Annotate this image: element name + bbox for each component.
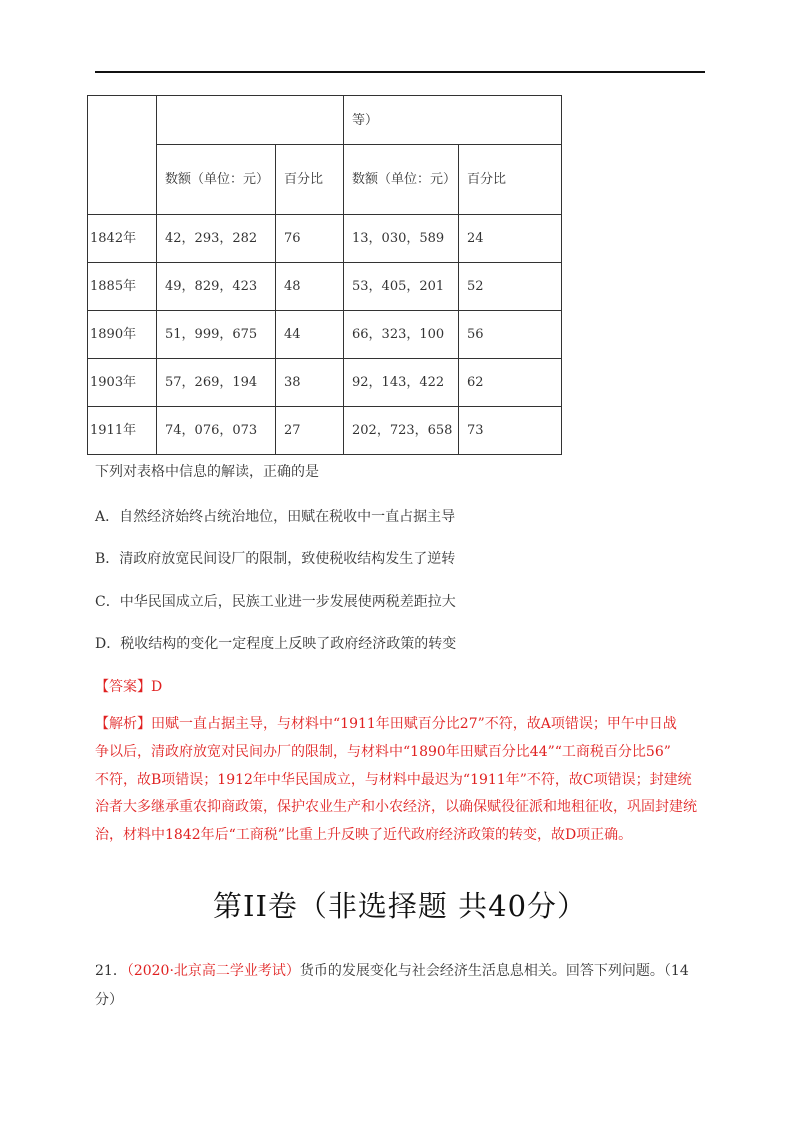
analysis-line: 【解析】田赋一直占据主导，与材料中“1911年田赋百分比27”不符，故A项错误；甲午中日战	[95, 716, 677, 732]
col-header-percent: 百分比	[276, 145, 344, 215]
analysis-line: 治者大多继承重农抑商政策，保护农业生产和小农经济，以确保赋役征派和地租征收，巩固封建统	[95, 799, 697, 816]
row-year: 1885年	[88, 263, 157, 311]
answer-label: 【答案】D	[95, 679, 163, 695]
tax-table	[87, 95, 562, 455]
option-d: D．税收结构的变化一定程度上反映了政府经济政策的转变	[95, 636, 457, 652]
land-tax-percent: 27	[276, 407, 344, 455]
row-year: 1842年	[88, 215, 157, 263]
question-number: 21．	[95, 963, 127, 979]
industry-tax-amount: 53，405，201	[344, 263, 459, 311]
table-row	[88, 359, 562, 407]
option-b: B．清政府放宽民间设厂的限制，致使税收结构发生了逆转	[95, 551, 456, 567]
table-row	[88, 407, 562, 455]
table-corner-cell	[88, 96, 157, 215]
option-c: C．中华民国成立后，民族工业进一步发展使两税差距拉大	[95, 594, 456, 610]
option-a: A．自然经济始终占统治地位，田赋在税收中一直占据主导	[95, 509, 456, 525]
col-header-percent: 百分比	[459, 145, 562, 215]
land-tax-amount: 42，293，282	[157, 215, 276, 263]
industry-tax-amount: 66，323，100	[344, 311, 459, 359]
row-year: 1890年	[88, 311, 157, 359]
question-text: 货币的发展变化与社会经济生活息息相关。回答下列问题。（14	[299, 963, 689, 979]
analysis-line: 争以后，清政府放宽对民间办厂的限制，与材料中“1890年田赋百分比44”“工商税百分比56”	[95, 743, 671, 760]
industry-tax-percent: 24	[459, 215, 562, 263]
row-year: 1911年	[88, 407, 157, 455]
table-row	[88, 311, 562, 359]
industry-tax-amount: 92，143，422	[344, 359, 459, 407]
land-tax-header-cell	[157, 96, 344, 145]
row-year: 1903年	[88, 359, 157, 407]
section-title: 第II卷（非选择题 共40分）	[212, 889, 588, 923]
land-tax-amount: 51，999，675	[157, 311, 276, 359]
land-tax-percent: 76	[276, 215, 344, 263]
question-prompt: 下列对表格中信息的解读，正确的是	[95, 464, 319, 480]
land-tax-percent: 44	[276, 311, 344, 359]
header-rule	[95, 71, 705, 73]
industry-tax-header-cell: 等）	[344, 96, 562, 145]
land-tax-amount: 57，269，194	[157, 359, 276, 407]
question-source: （2020·北京高二学业考试）	[126, 963, 300, 979]
question-text-cont: 分）	[95, 992, 123, 1008]
analysis-line: 不符，故B项错误；1912年中华民国成立，与材料中最迟为“1911年”不符，故C项错误；封建统	[95, 771, 692, 788]
industry-tax-amount: 13，030，589	[344, 215, 459, 263]
land-tax-percent: 38	[276, 359, 344, 407]
analysis-block	[95, 711, 715, 850]
land-tax-amount: 49，829，423	[157, 263, 276, 311]
industry-tax-percent: 52	[459, 263, 562, 311]
table-row	[88, 263, 562, 311]
analysis-line: 治，材料中1842年后“工商税”比重上升反映了近代政府经济政策的转变，故D项正确。	[95, 827, 633, 844]
col-header-amount: 数额（单位：元）	[344, 145, 459, 215]
table-row	[88, 215, 562, 263]
land-tax-percent: 48	[276, 263, 344, 311]
land-tax-amount: 74，076，073	[157, 407, 276, 455]
industry-tax-percent: 56	[459, 311, 562, 359]
question-21	[95, 957, 715, 1015]
industry-tax-percent: 73	[459, 407, 562, 455]
industry-tax-amount: 202，723，658	[344, 407, 459, 455]
industry-tax-percent: 62	[459, 359, 562, 407]
col-header-amount: 数额（单位：元）	[157, 145, 276, 215]
